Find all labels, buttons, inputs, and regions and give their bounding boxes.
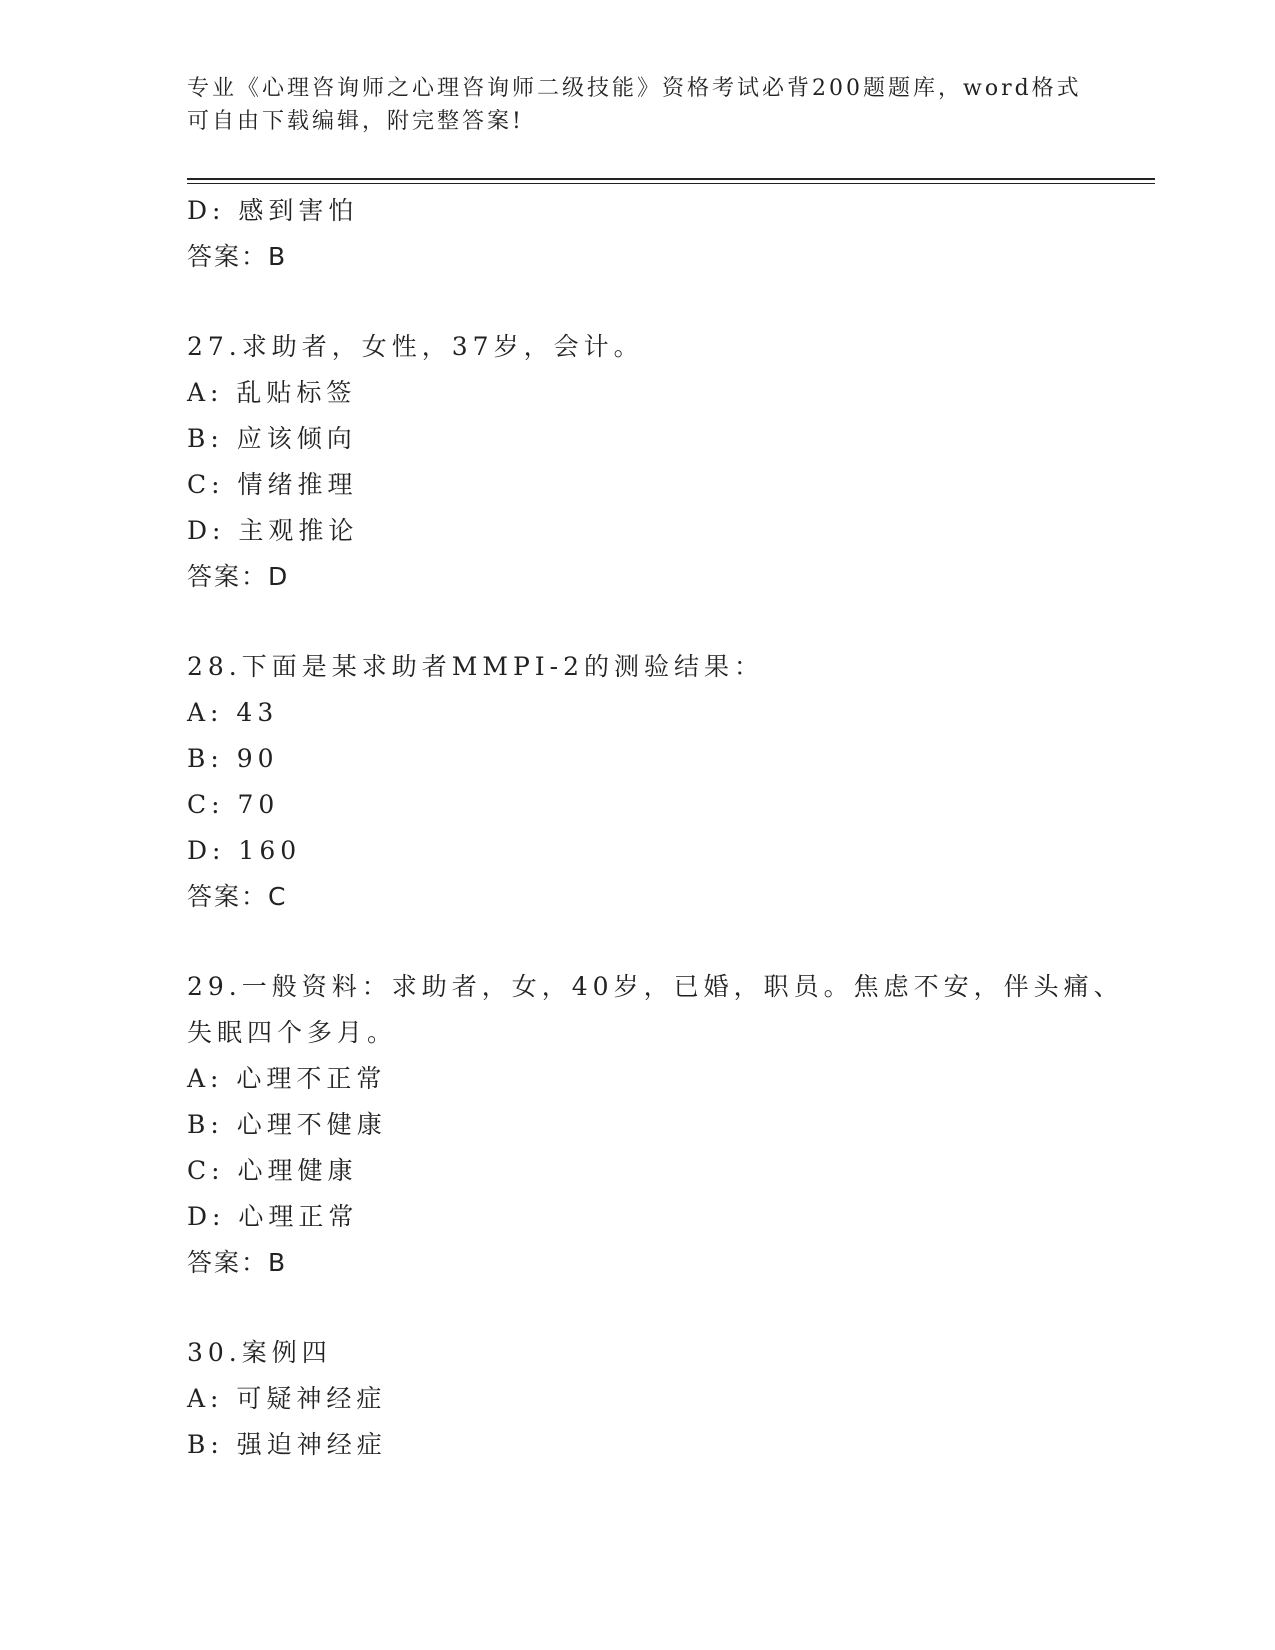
- spacer: [187, 1286, 1147, 1330]
- option-d: D: 心理正常: [187, 1202, 359, 1231]
- question-stem: 30.案例四: [187, 1338, 332, 1367]
- option-a: A: 43: [187, 698, 279, 727]
- question-stem: 28.下面是某求助者MMPI-2的测验结果：: [187, 652, 765, 681]
- option-d: D: 感到害怕: [187, 196, 359, 225]
- page-header: [187, 72, 1087, 138]
- answer-line: 答案：C: [187, 882, 288, 911]
- question-stem: 27.求助者，女性，37岁，会计。: [187, 332, 644, 361]
- option-c: C: 情绪推理: [187, 470, 358, 499]
- spacer: [187, 600, 1147, 644]
- option-b: B: 强迫神经症: [187, 1430, 387, 1459]
- answer-line: 答案：B: [187, 242, 288, 271]
- question-stem-continued: 失眠四个多月。: [187, 1018, 398, 1047]
- option-c: C: 70: [187, 790, 280, 819]
- option-a: A: 乱贴标签: [187, 378, 357, 407]
- header-line-1: 专业《心理咨询师之心理咨询师二级技能》资格考试必背200题题库，word格式: [187, 76, 1082, 101]
- header-divider-thin: [187, 183, 1155, 184]
- question-item: [187, 964, 1147, 1286]
- question-item: [187, 644, 1147, 920]
- question-stem: 29.一般资料：求助者，女，40岁，已婚，职员。焦虑不安，伴头痛、: [187, 972, 1124, 1001]
- header-divider-thick: [187, 178, 1155, 180]
- answer-line: 答案：D: [187, 562, 290, 591]
- option-c: C: 心理健康: [187, 1156, 358, 1185]
- option-d: D: 主观推论: [187, 516, 359, 545]
- option-b: B: 90: [187, 744, 279, 773]
- option-a: A: 可疑神经症: [187, 1384, 387, 1413]
- option-d: D: 160: [187, 836, 302, 865]
- spacer: [187, 280, 1147, 324]
- header-line-2: 可自由下载编辑，附完整答案!: [187, 109, 524, 134]
- question-item: [187, 1330, 1147, 1468]
- spacer: [187, 920, 1147, 964]
- option-b: B: 应该倾向: [187, 424, 357, 453]
- option-a: A: 心理不正常: [187, 1064, 387, 1093]
- answer-line: 答案：B: [187, 1248, 288, 1277]
- question-list: [187, 188, 1147, 1468]
- question-item: [187, 324, 1147, 600]
- option-b: B: 心理不健康: [187, 1110, 387, 1139]
